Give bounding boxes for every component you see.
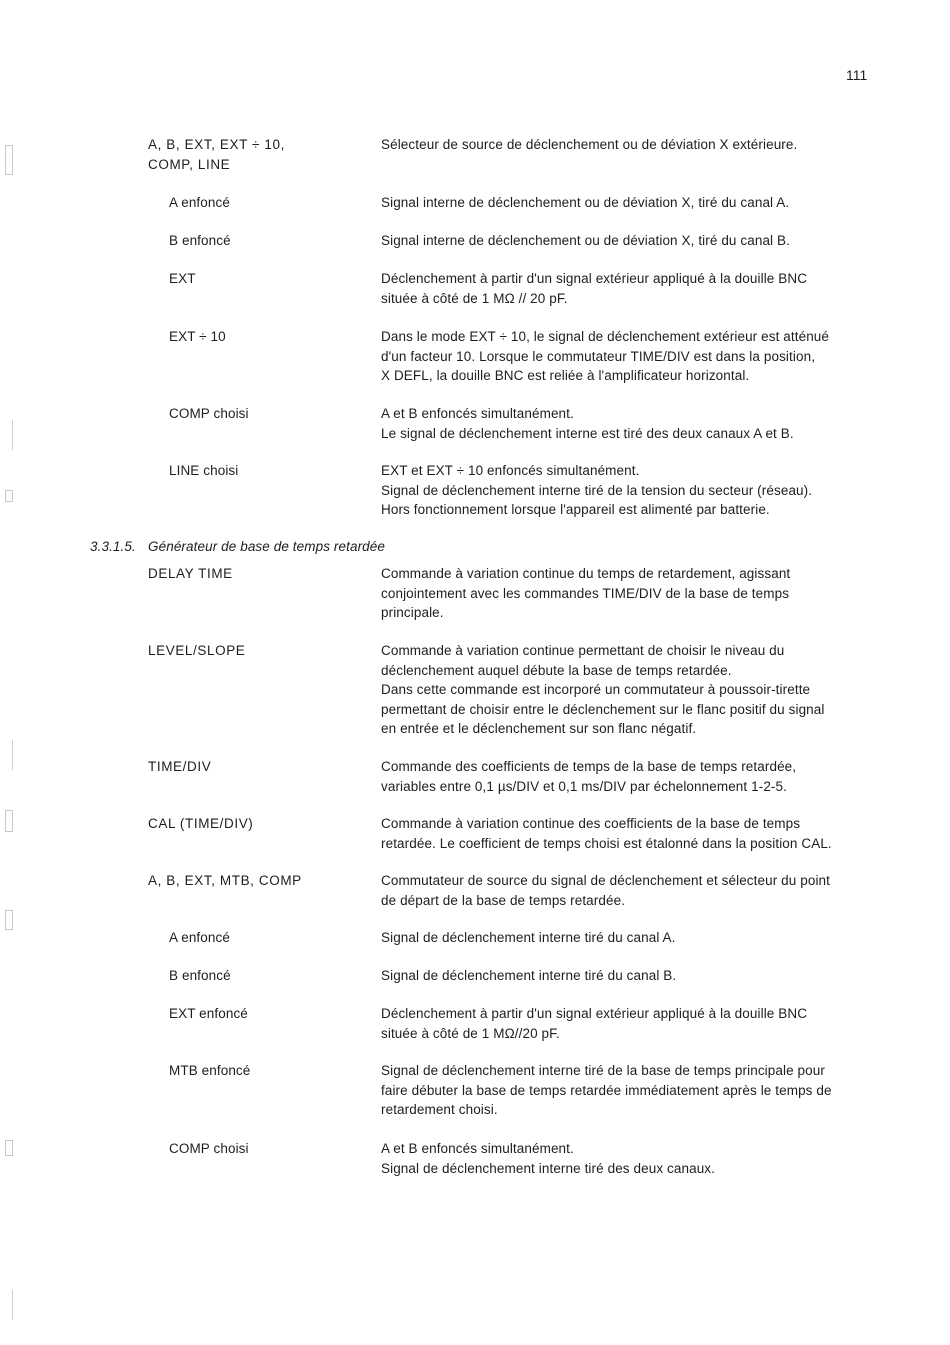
binding-hole-mark — [5, 910, 13, 930]
desc-delayed-trigger-source: Commutateur de source du signal de déclenchement et sélecteur du point de départ de la base de temps retardée. — [381, 873, 831, 908]
desc-level-slope: Commande à variation continue permettant de choisir le niveau du déclenchement auquel débute la base de temps retardée. Dans cette commande est incorporé un commutateur à poussoir-tirette permettant de choisir entre le déclenchement sur le flanc positif du signal en entrée et le déclenchement sur son flanc négatif. — [381, 643, 825, 736]
desc-comp-choisi-delayed: A et B enfoncés simultanément. Signal de déclenchement interne tiré des deux canaux. — [381, 1141, 716, 1176]
term-comp-choisi: COMP choisi — [169, 406, 249, 421]
binding-hole-mark — [5, 1140, 13, 1156]
desc-b-enfonce-delayed: Signal de déclenchement interne tiré du canal B. — [381, 968, 677, 983]
desc-a-enfonce-delayed: Signal de déclenchement interne tiré du canal A. — [381, 930, 676, 945]
term-trigger-source-selector: A, B, EXT, EXT ÷ 10, COMP, LINE — [148, 137, 285, 172]
term-delayed-trigger-source: A, B, EXT, MTB, COMP — [148, 873, 302, 888]
desc-mtb-enfonce: Signal de déclenchement interne tiré de la base de temps principale pour faire débuter la base de temps retardée immédiatement après le temps de retardement choisi. — [381, 1063, 832, 1117]
desc-ext-enfonce: Déclenchement à partir d'un signal extérieur appliqué à la douille BNC située à côté de 1 MΩ//20 pF. — [381, 1006, 808, 1041]
desc-ext-div-10: Dans le mode EXT ÷ 10, le signal de déclenchement extérieur est atténué d'un facteur 10. Lorsque le commutateur TIME/DIV est dans la position, X DEFL, la douille BNC est reliée à l'amplificateur horizontal. — [381, 329, 830, 383]
desc-time-div: Commande des coefficients de temps de la base de temps retardée, variables entre 0,1 µs/DIV et 0,1 ms/DIV par échelonnement 1-2-5. — [381, 759, 797, 794]
desc-line-choisi: EXT et EXT ÷ 10 enfoncés simultanément. Signal de déclenchement interne tiré de la tension du secteur (réseau). Hors fonctionnement lorsque l'appareil est alimenté par batterie. — [381, 463, 813, 517]
term-b-enfonce: B enfoncé — [169, 233, 231, 248]
term-a-enfonce: A enfoncé — [169, 195, 230, 210]
margin-speck — [12, 420, 13, 450]
desc-ext: Déclenchement à partir d'un signal extérieur appliqué à la douille BNC située à côté de 1 MΩ // 20 pF. — [381, 271, 808, 306]
desc-b-enfonce: Signal interne de déclenchement ou de déviation X, tiré du canal B. — [381, 233, 790, 248]
desc-delay-time: Commande à variation continue du temps de retardement, agissant conjointement avec les commandes TIME/DIV de la base de temps principale. — [381, 566, 791, 620]
margin-speck — [12, 740, 13, 770]
term-delay-time: DELAY TIME — [148, 566, 233, 581]
term-mtb-enfonce: MTB enfoncé — [169, 1063, 251, 1078]
binding-hole-mark — [5, 810, 13, 832]
term-level-slope: LEVEL/SLOPE — [148, 643, 246, 658]
desc-comp-choisi: A et B enfoncés simultanément. Le signal de déclenchement interne est tiré des deux canaux A et B. — [381, 406, 794, 441]
term-line-choisi: LINE choisi — [169, 463, 239, 478]
binding-hole-mark — [5, 145, 13, 175]
term-comp-choisi-delayed: COMP choisi — [169, 1141, 249, 1156]
term-ext-enfonce: EXT enfoncé — [169, 1006, 248, 1021]
term-a-enfonce-delayed: A enfoncé — [169, 930, 230, 945]
binding-hole-mark — [5, 490, 13, 502]
term-b-enfonce-delayed: B enfoncé — [169, 968, 231, 983]
desc-cal-time-div: Commande à variation continue des coefficients de la base de temps retardée. Le coefficient de temps choisi est étalonné dans la position CAL. — [381, 816, 832, 851]
term-cal-time-div: CAL (TIME/DIV) — [148, 816, 254, 831]
section-heading — [90, 537, 385, 557]
desc-a-enfonce: Signal interne de déclenchement ou de déviation X, tiré du canal A. — [381, 195, 790, 210]
section-title: Générateur de base de temps retardée — [148, 539, 385, 554]
term-ext-div-10: EXT ÷ 10 — [169, 329, 226, 344]
desc-trigger-source-selector: Sélecteur de source de déclenchement ou de déviation X extérieure. — [381, 137, 798, 152]
term-time-div: TIME/DIV — [148, 759, 212, 774]
margin-speck — [12, 1290, 13, 1320]
section-number: 3.3.1.5. — [90, 539, 136, 554]
page-number: 111 — [846, 67, 868, 83]
term-ext: EXT — [169, 271, 196, 286]
